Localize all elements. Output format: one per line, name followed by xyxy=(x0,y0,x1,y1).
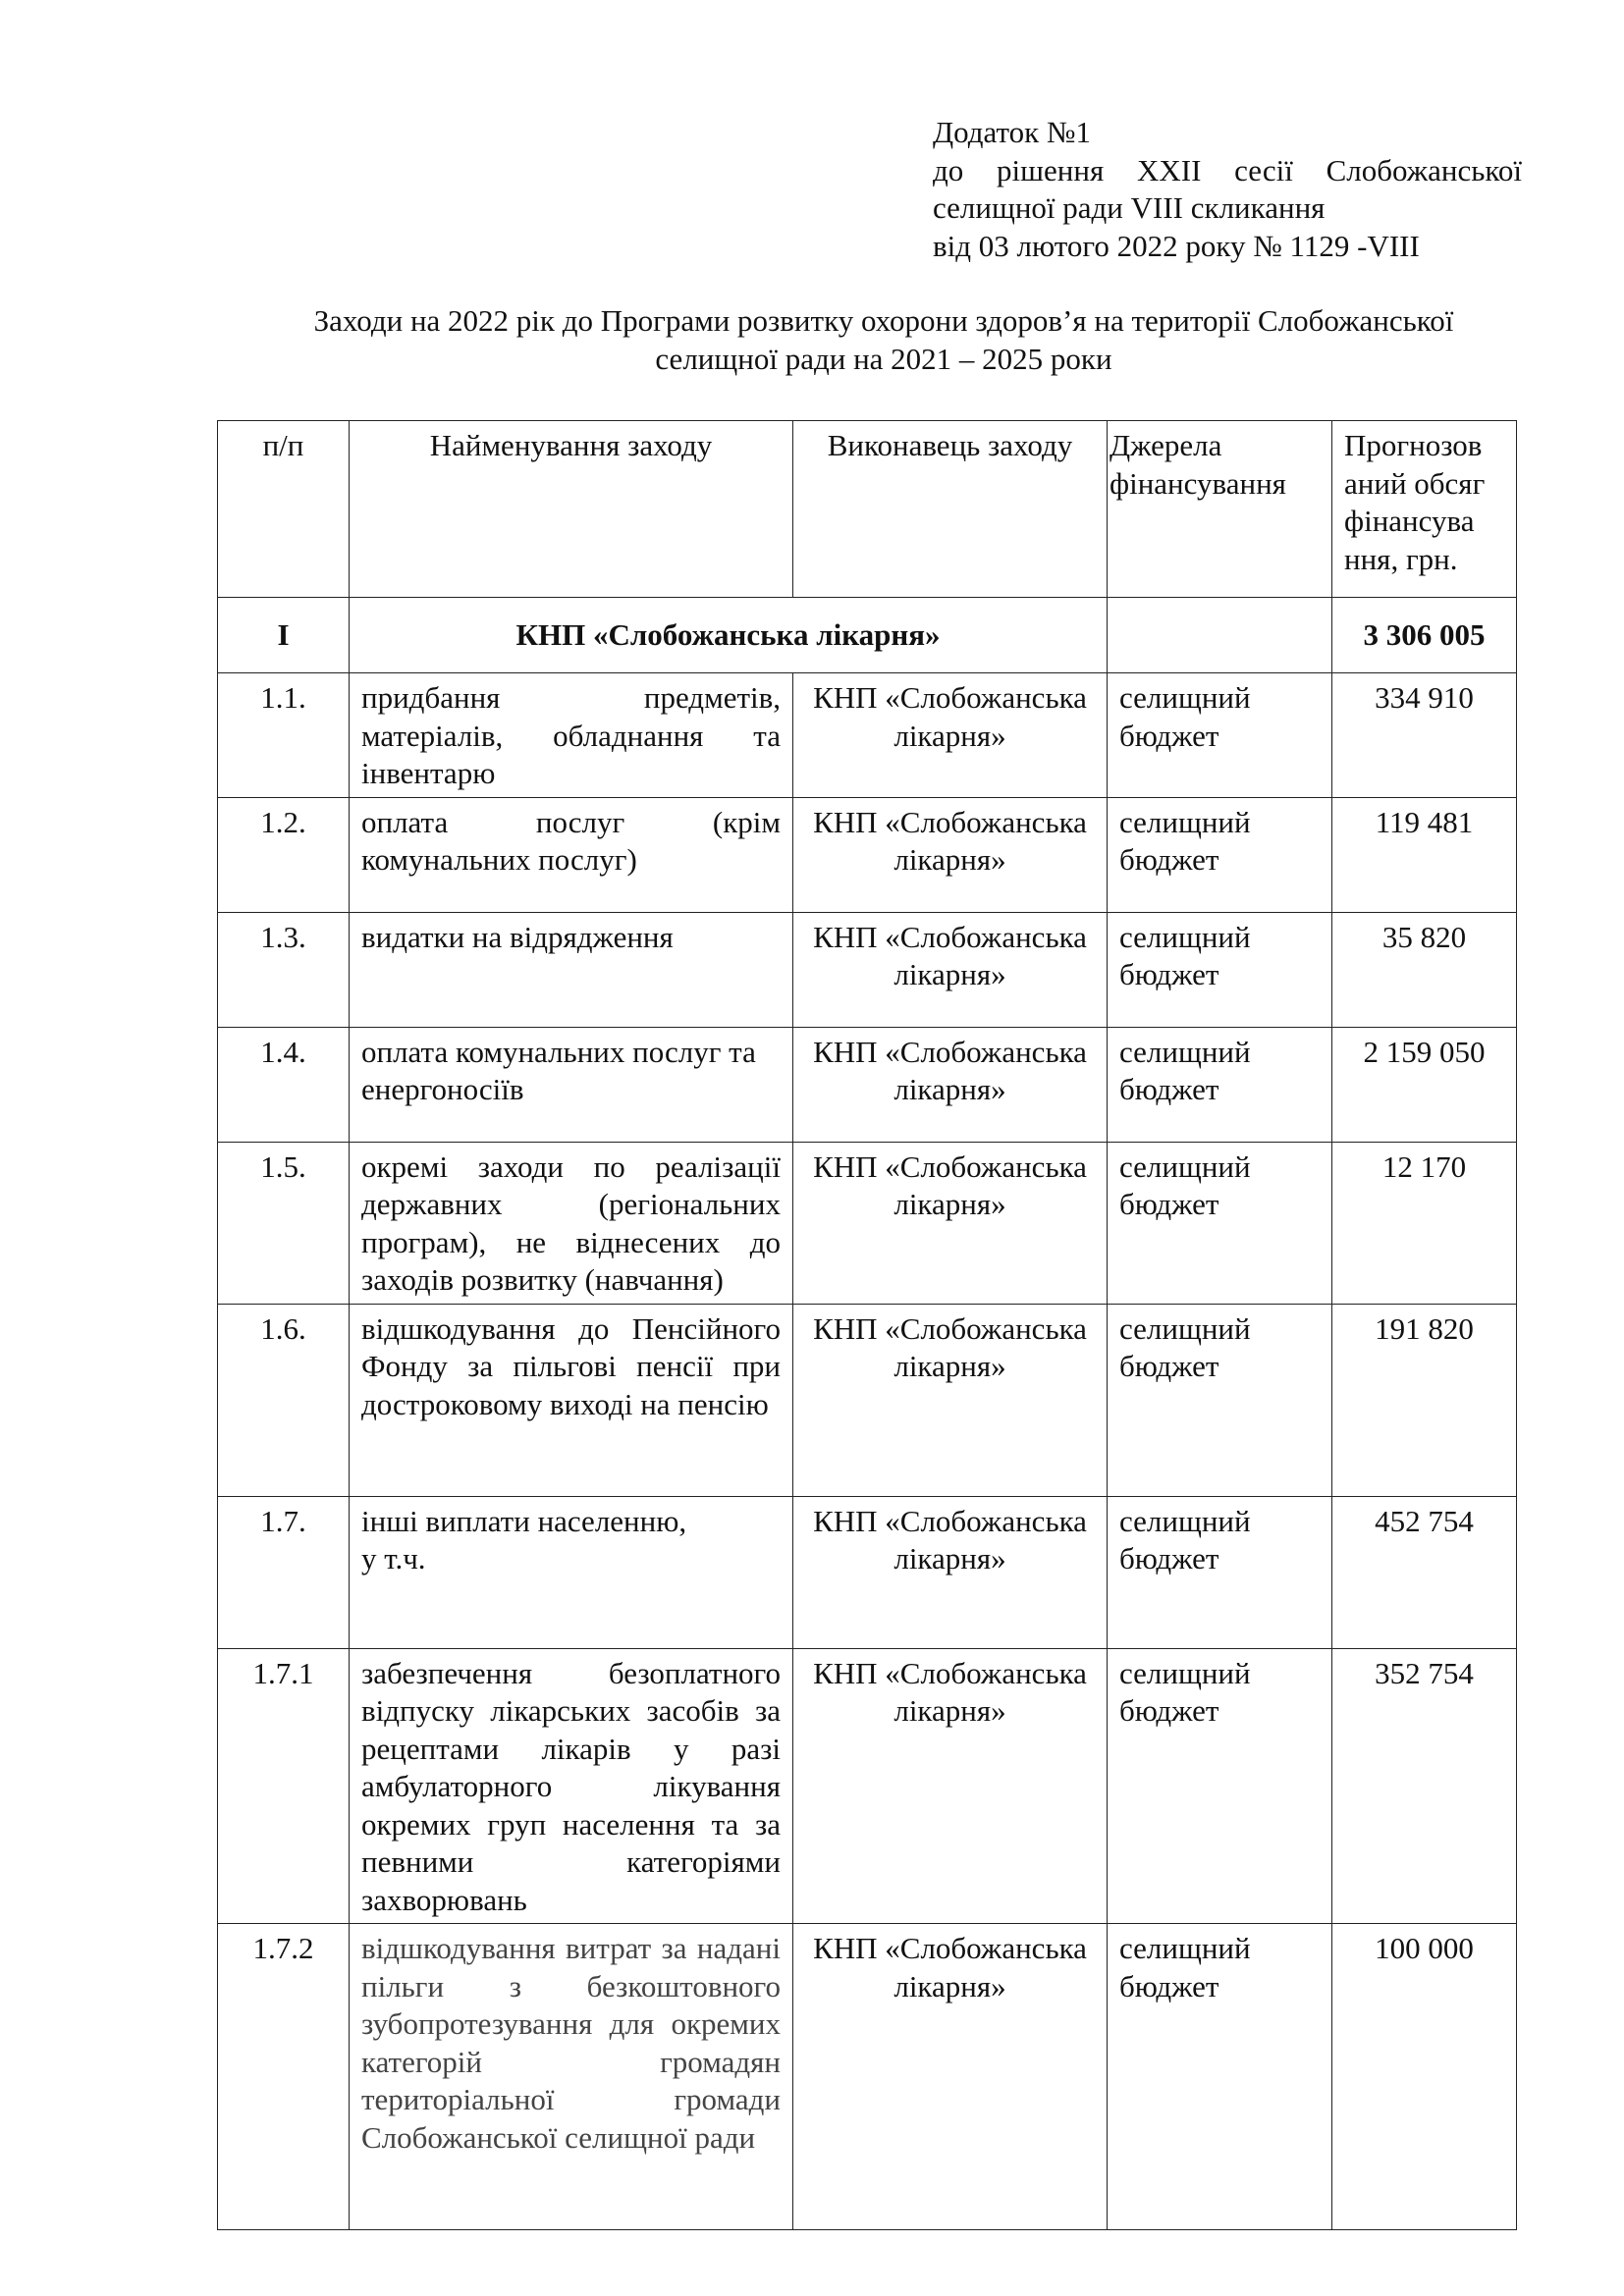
row-amount: 35 820 xyxy=(1332,912,1517,1027)
council-convocation: селищної ради VIII скликання xyxy=(933,190,1326,225)
measures-table xyxy=(217,420,1517,2230)
row-source: селищний бюджет xyxy=(1108,1924,1332,2230)
table-row xyxy=(218,1924,1517,2230)
section-number: І xyxy=(218,598,350,673)
row-measure: забезпечення безоплатного відпуску лікарських засобів за рецептами лікарів у разі амбулаторного лікування окремих груп населення та за певними категоріями захворювань xyxy=(350,1648,793,1924)
table-row xyxy=(218,1496,1517,1648)
header-number: п/п xyxy=(218,421,350,598)
row-amount: 334 910 xyxy=(1332,673,1517,798)
row-source: селищний бюджет xyxy=(1108,673,1332,798)
appendix-header xyxy=(933,114,1522,265)
row-executor: КНП «Слобожанська лікарня» xyxy=(793,1142,1108,1304)
row-executor: КНП «Слобожанська лікарня» xyxy=(793,673,1108,798)
title-line-1: Заходи на 2022 рік до Програми розвитку охорони здоров’я на території Слобожанської xyxy=(313,303,1454,338)
table-row xyxy=(218,1027,1517,1142)
row-number: 1.4. xyxy=(218,1027,350,1142)
row-amount: 352 754 xyxy=(1332,1648,1517,1924)
row-amount: 12 170 xyxy=(1332,1142,1517,1304)
row-measure: видатки на відрядження xyxy=(350,912,793,1027)
row-number: 1.1. xyxy=(218,673,350,798)
row-source: селищний бюджет xyxy=(1108,1648,1332,1924)
row-number: 1.2. xyxy=(218,797,350,912)
table-row xyxy=(218,797,1517,912)
row-executor: КНП «Слобожанська лікарня» xyxy=(793,912,1108,1027)
row-source: селищний бюджет xyxy=(1108,1027,1332,1142)
row-amount: 2 159 050 xyxy=(1332,1027,1517,1142)
row-amount: 119 481 xyxy=(1332,797,1517,912)
row-number: 1.7.1 xyxy=(218,1648,350,1924)
decision-reference: до рішення XXII сесії Слобожанської xyxy=(933,152,1522,187)
row-number: 1.7. xyxy=(218,1496,350,1648)
header-forecast-amount: Прогнозов аний обсяг фінансува ння, грн. xyxy=(1332,421,1517,598)
row-executor: КНП «Слобожанська лікарня» xyxy=(793,1304,1108,1496)
row-executor: КНП «Слобожанська лікарня» xyxy=(793,1496,1108,1648)
row-source: селищний бюджет xyxy=(1108,1142,1332,1304)
table-row xyxy=(218,1142,1517,1304)
row-source: селищний бюджет xyxy=(1108,797,1332,912)
row-number: 1.7.2 xyxy=(218,1924,350,2230)
row-executor: КНП «Слобожанська лікарня» xyxy=(793,797,1108,912)
header-funding-source: Джерела фінансування xyxy=(1108,421,1332,598)
row-amount: 452 754 xyxy=(1332,1496,1517,1648)
table-row xyxy=(218,1304,1517,1496)
row-number: 1.6. xyxy=(218,1304,350,1496)
row-measure: оплата комунальних послуг та енергоносіїв xyxy=(350,1027,793,1142)
row-amount: 100 000 xyxy=(1332,1924,1517,2230)
row-executor: КНП «Слобожанська лікарня» xyxy=(793,1924,1108,2230)
row-measure xyxy=(350,1496,793,1648)
table-row xyxy=(218,673,1517,798)
title-line-2: селищної ради на 2021 – 2025 роки xyxy=(655,341,1112,376)
header-executor: Виконавець заходу xyxy=(793,421,1108,598)
section-total: 3 306 005 xyxy=(1332,598,1517,673)
row-measure-line-1: інші виплати населенню, xyxy=(361,1503,687,1538)
row-measure: окремі заходи по реалізації державних (регіональних програм), не віднесених до заходів розвитку (навчання) xyxy=(350,1142,793,1304)
table-row xyxy=(218,1648,1517,1924)
section-empty-cell xyxy=(1108,598,1332,673)
header-measure-name: Найменування заходу xyxy=(350,421,793,598)
row-measure: придбання предметів, матеріалів, обладнання та інвентарю xyxy=(350,673,793,798)
table-row xyxy=(218,912,1517,1027)
row-source: селищний бюджет xyxy=(1108,1304,1332,1496)
section-title: КНП «Слобожанська лікарня» xyxy=(350,598,1108,673)
appendix-number: Додаток №1 xyxy=(933,115,1092,149)
row-number: 1.5. xyxy=(218,1142,350,1304)
row-source: селищний бюджет xyxy=(1108,1496,1332,1648)
row-amount: 191 820 xyxy=(1332,1304,1517,1496)
document-title xyxy=(196,302,1571,378)
row-measure-line-2: у т.ч. xyxy=(361,1541,426,1575)
row-source: селищний бюджет xyxy=(1108,912,1332,1027)
section-row xyxy=(218,598,1517,673)
row-number: 1.3. xyxy=(218,912,350,1027)
table-header-row xyxy=(218,421,1517,598)
decision-date-number: від 03 лютого 2022 року № 1129 -VIII xyxy=(933,228,1420,263)
row-measure: відшкодування до Пенсійного Фонду за пільгові пенсії при достроковому виході на пенсію xyxy=(350,1304,793,1496)
row-executor: КНП «Слобожанська лікарня» xyxy=(793,1648,1108,1924)
row-measure: відшкодування витрат за надані пільги з безкоштовного зубопротезування для окремих категорій громадян територіальної громади Слобожанської селищної ради xyxy=(350,1924,793,2230)
row-measure: оплата послуг (крім комунальних послуг) xyxy=(350,797,793,912)
row-executor: КНП «Слобожанська лікарня» xyxy=(793,1027,1108,1142)
